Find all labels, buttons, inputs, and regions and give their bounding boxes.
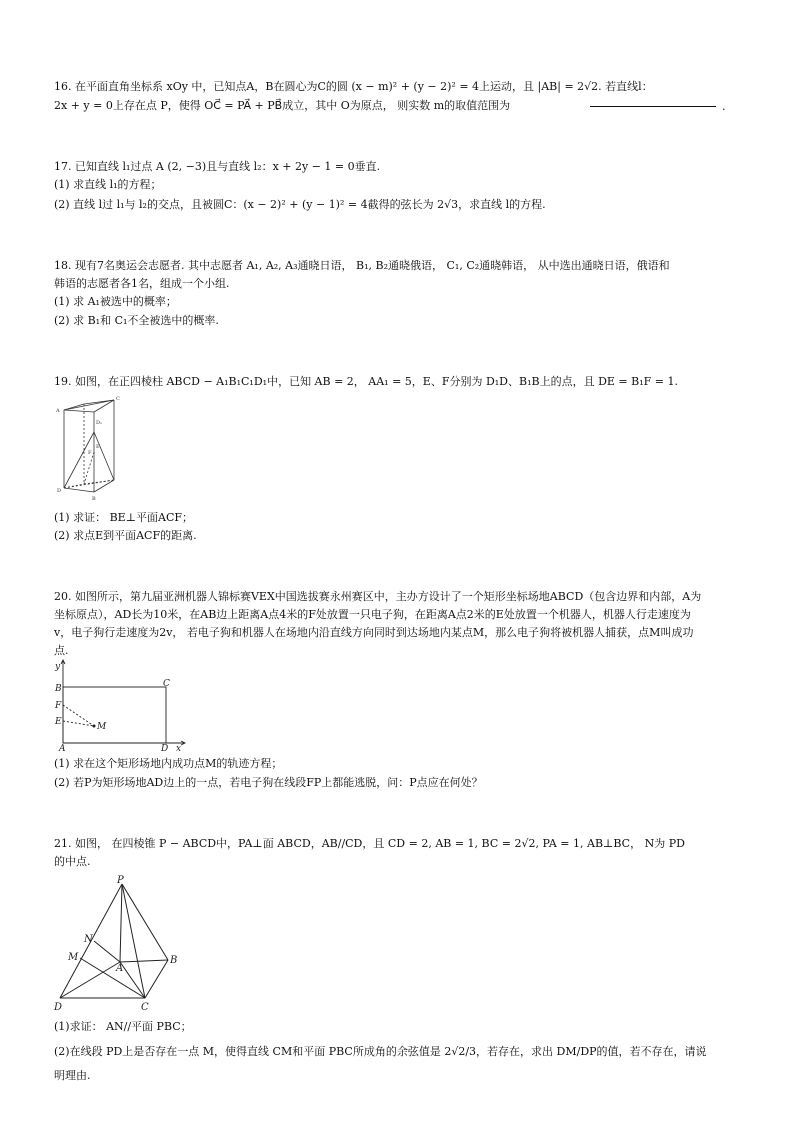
label-b: B <box>92 496 96 502</box>
label-e: E <box>55 717 62 727</box>
label-e: E <box>96 444 100 450</box>
q21-pyramid-figure <box>50 874 185 1014</box>
q21-line3: (1)求证： AN//平面 PBC； <box>54 1020 192 1033</box>
point-m <box>93 725 96 728</box>
q19-line1: 19. 如图，在正四棱柱 ABCD − A₁B₁C₁D₁中，已知 AB = 2， AA₁ = 5，E、F分别为 D₁D、B₁B上的点，且 DE = B₁F = 1. <box>54 375 678 388</box>
q19-line2: (1) 求证： BE⊥平面ACF； <box>54 511 194 524</box>
q19-prism-figure <box>54 392 134 502</box>
label-d1: D₁ <box>96 420 103 426</box>
label-p: P <box>117 875 124 886</box>
label-c: C <box>116 396 120 402</box>
q18-line3: (1) 求 A₁被选中的概率； <box>54 295 177 308</box>
q18-line4: (2) 求 B₁和 C₁不全被选中的概率. <box>54 314 219 327</box>
q18-line1: 18. 现有7名奥运会志愿者. 其中志愿者 A₁, A₂, A₃通晓日语， B₁, B₂通晓俄语， C₁, C₂通晓韩语， 从中选出通晓日语，俄语和 <box>54 259 670 272</box>
label-b: B <box>170 955 178 966</box>
label-a: A <box>59 744 66 752</box>
q21-line4: (2)在线段 PD上是否存在一点 M，使得直线 CM和平面 PBC所成角的余弦值是 2√2/3，若存在，求出 DM/DP的值，若不存在，请说 <box>54 1045 707 1058</box>
label-m: M <box>97 722 107 732</box>
q19-line3: (2) 求点E到平面ACF的距离. <box>54 529 197 542</box>
q21-line1: 21. 如图， 在四棱锥 P − ABCD中，PA⊥面 ABCD，AB//CD，且 CD = 2, AB = 1, BC = 2√2, PA = 1, AB⊥BC， N为 PD <box>54 837 685 850</box>
q21-line5: 明理由. <box>54 1069 91 1082</box>
label-f: F <box>88 450 92 456</box>
label-d: D <box>54 1002 63 1013</box>
label-a: A <box>116 963 124 974</box>
label-n: N <box>84 934 93 945</box>
q20-line6: (2) 若P为矩形场地AD边上的一点，若电子狗在线段FP上都能逃脱，问：P点应在何处？ <box>54 776 483 789</box>
q17-line2: (1) 求直线 l₁的方程； <box>54 178 162 191</box>
q20-line4: 点. <box>54 644 69 657</box>
answer-blank[interactable] <box>590 105 716 107</box>
label-m: M <box>68 952 79 963</box>
q18-line2: 韩语的志愿者各1名，组成一个小组. <box>54 277 230 290</box>
label-d: D <box>161 744 169 752</box>
label-c: C <box>163 679 170 689</box>
q20-line3: v，电子狗行走速度为2v， 若电子狗和机器人在场地内沿直线方向同时到达场地内某点M，那么电子狗将被机器人捕获，点M叫成功 <box>54 626 694 639</box>
q17-line3: (2) 直线 l过 l₁与 l₂的交点，且被圆C：(x − 2)² + (y − 1)² = 4截得的弦长为 2√3，求直线 l的方程. <box>54 198 546 211</box>
label-b: B <box>55 684 62 694</box>
label-d: D <box>57 488 62 494</box>
axis-x-label: x <box>176 744 182 752</box>
axis-y-label: y <box>55 662 61 672</box>
label-f: F <box>55 701 62 711</box>
q16-end: . <box>722 100 726 113</box>
label-c: C <box>141 1002 149 1013</box>
q16-line1: 16. 在平面直角坐标系 xOy 中，已知点A，B在圆心为C的圆 (x − m)² + (y − 2)² = 4上运动，且 |AB| = 2√2. 若直线l： <box>54 80 653 93</box>
q16-line2: 2x + y = 0上存在点 P，使得 OC⃗ = PA⃗ + PB⃗成立，其中 O为原点， 则实数 m的取值范围为 <box>54 99 511 112</box>
label-a: A <box>56 408 60 414</box>
q20-line2: 坐标原点），AD长为10米，在AB边上距离A点4米的F处放置一只电子狗，在距离A点2米的E处放置一个机器人，机器人行走速度为 <box>54 608 691 621</box>
q17-line1: 17. 已知直线 l₁过点 A (2, −3)且与直线 l₂：x + 2y − 1 = 0垂直. <box>54 160 381 173</box>
q20-line1: 20. 如图所示，第九届亚洲机器人锦标赛VEX中国选拔赛永州赛区中，主办方设计了一个矩形坐标场地ABCD（包含边界和内部，A为 <box>54 590 702 603</box>
q21-line2: 的中点. <box>54 855 91 868</box>
q20-line5: (1) 求在这个矩形场地内成功点M的轨迹方程； <box>54 757 283 770</box>
q20-field-figure <box>54 657 189 752</box>
